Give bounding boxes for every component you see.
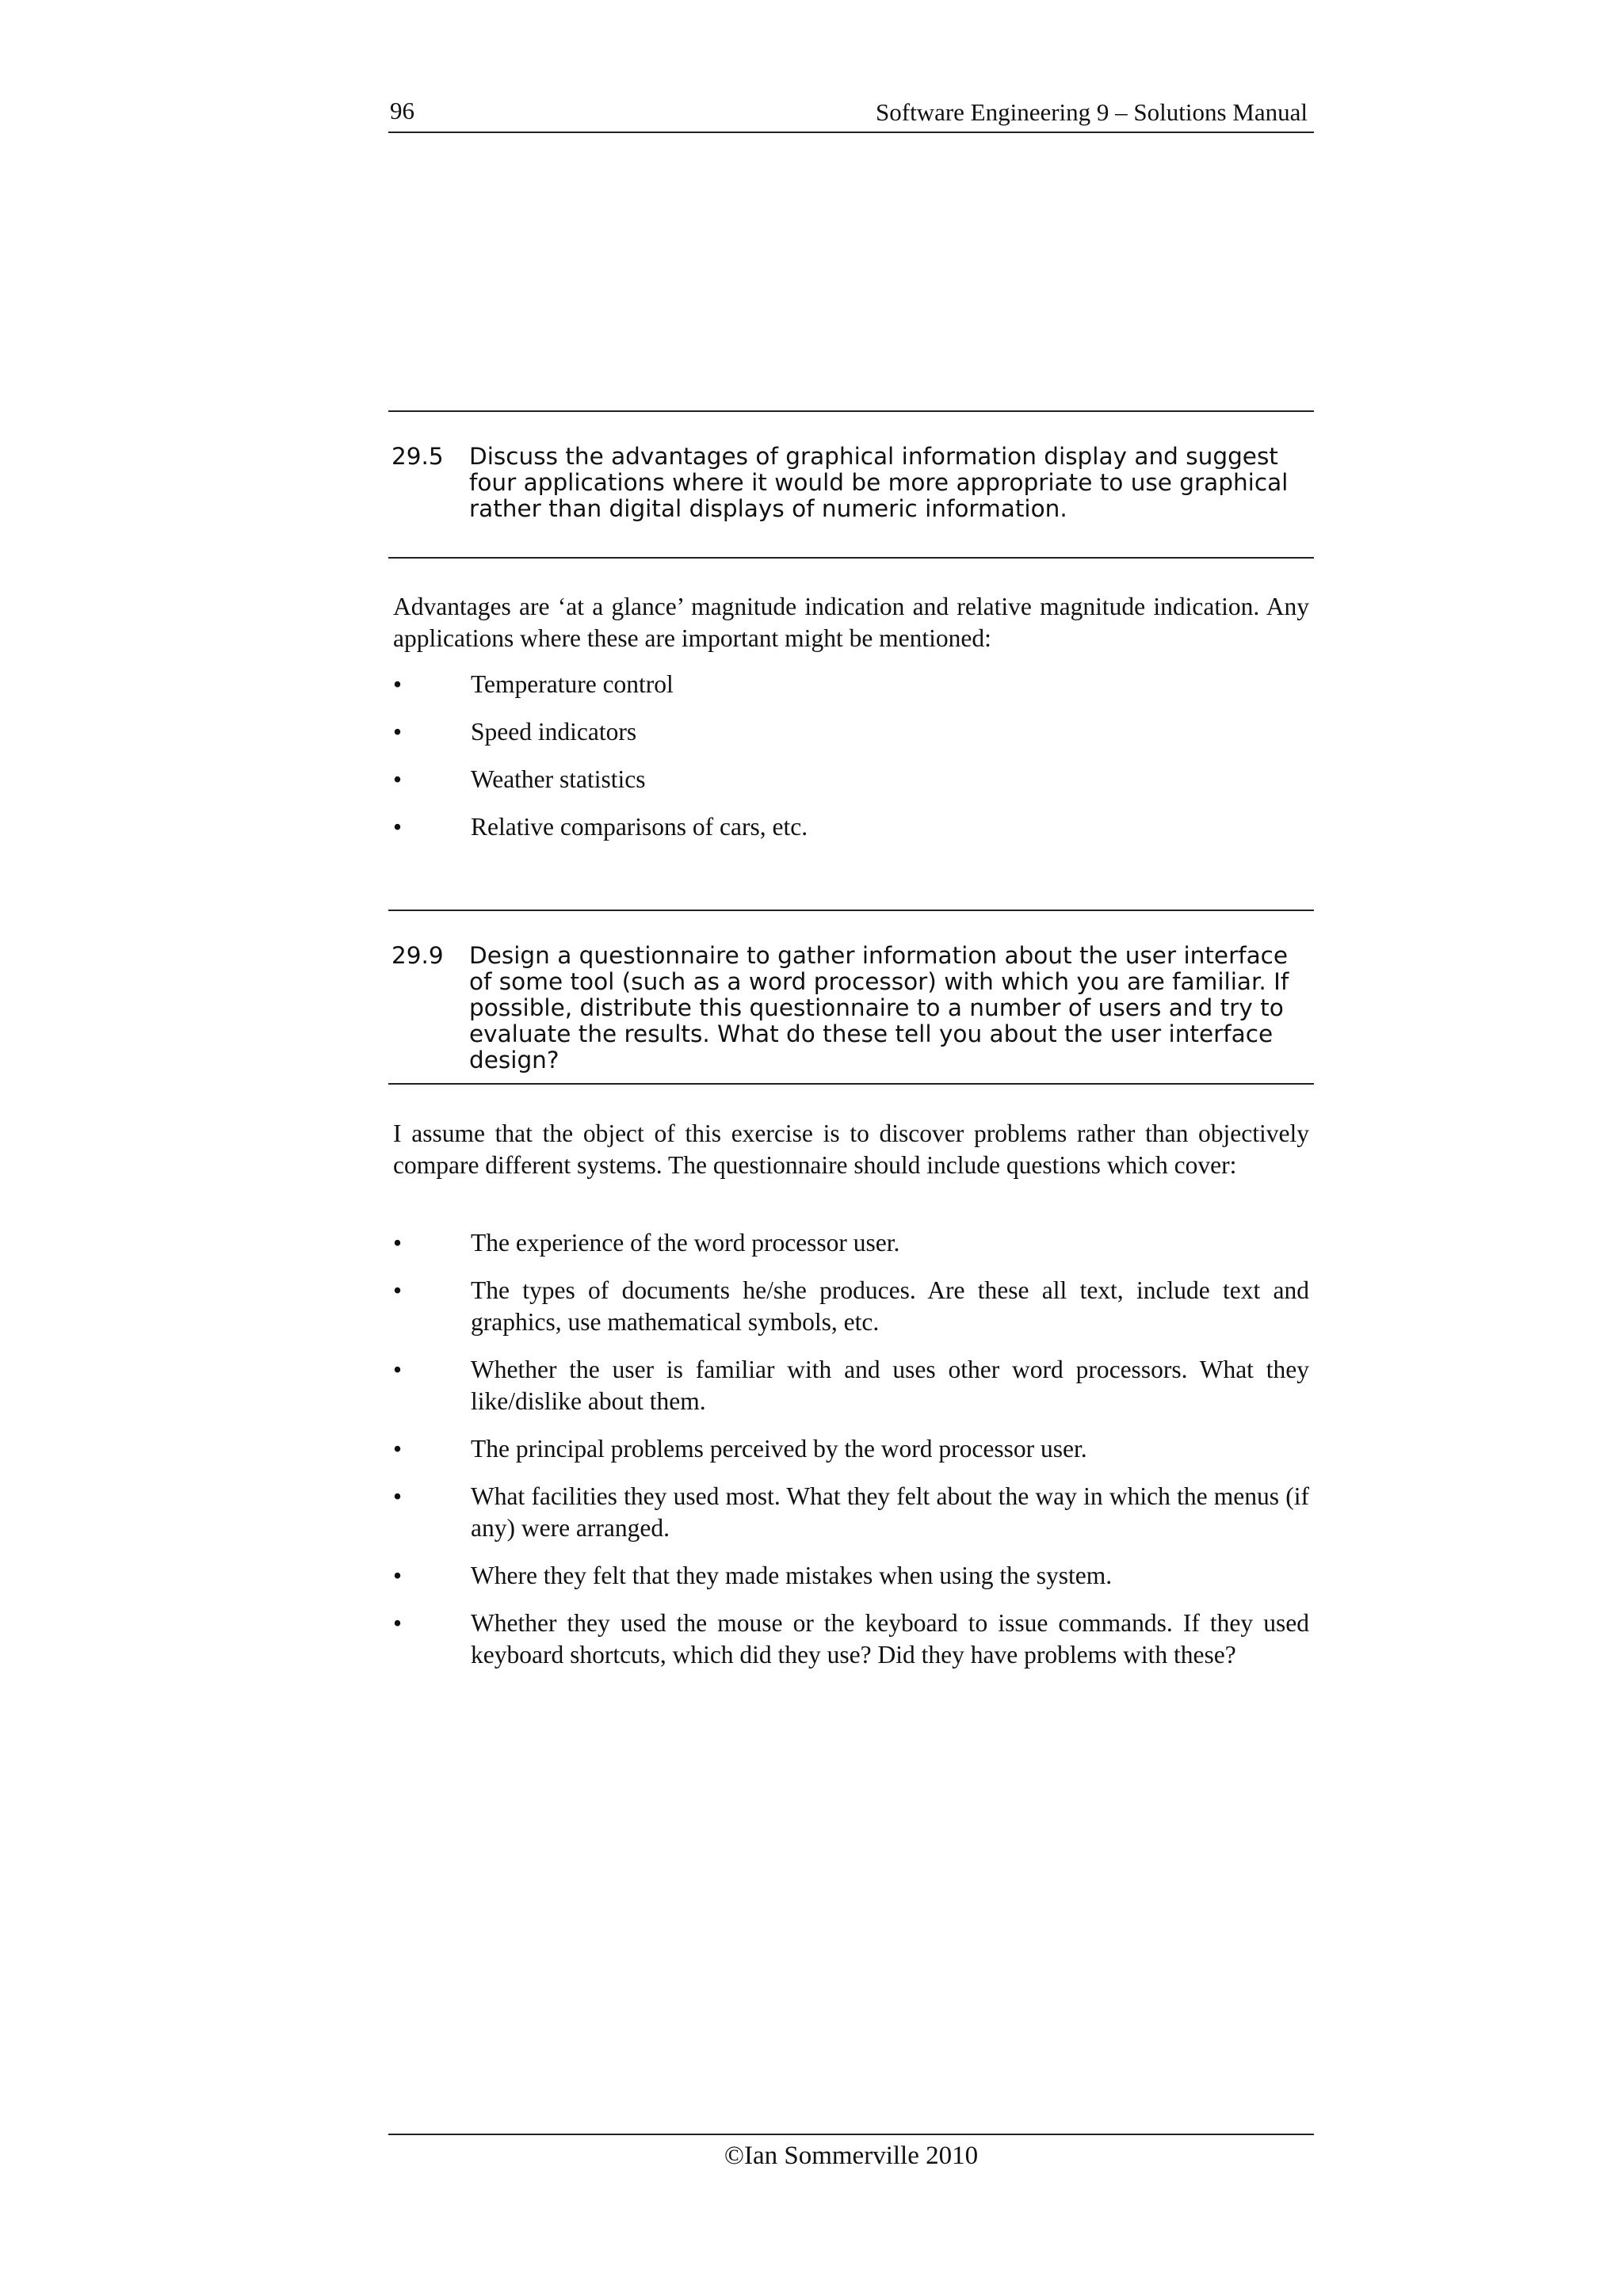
page-number: 96 [390, 97, 414, 124]
bullet-icon: • [393, 1276, 403, 1304]
answer-intro: I assume that the object of this exercise is to discover problems rather than objectively compare different systems. The questionnaire should include questions which cover: [393, 1119, 1309, 1179]
list-item [393, 1354, 1309, 1417]
bullet-icon: • [393, 1482, 403, 1510]
list-item-text: The principal problems perceived by the word processor user. [471, 1435, 1087, 1463]
list-item [393, 1433, 1309, 1465]
question-top-rule [388, 410, 1314, 412]
question-number: 29.9 [391, 942, 444, 969]
list-item-text: What facilities they used most. What they felt about the way in which the menus (if any) were arranged. [471, 1482, 1309, 1542]
bullet-icon: • [393, 765, 403, 793]
bullet-icon: • [393, 1356, 403, 1383]
question-top-rule [388, 910, 1314, 911]
list-item [393, 1481, 1309, 1544]
list-item [393, 1608, 1309, 1671]
list-item-text: Speed indicators [471, 718, 637, 746]
question-text: Discuss the advantages of graphical information display and suggest four applications where it would be more appropriate to use graphical rather than digital displays of numeric information. [469, 443, 1289, 522]
running-title: Software Engineering 9 – Solutions Manual [876, 98, 1308, 126]
answer-bullet-list [393, 1227, 1309, 1687]
list-item-text: Relative comparisons of cars, etc. [471, 813, 808, 841]
question-box-29-9 [391, 943, 1311, 1074]
list-item [393, 1560, 1309, 1592]
list-item-text: The experience of the word processor user. [471, 1229, 900, 1257]
question-bottom-rule [388, 1083, 1314, 1085]
list-item [393, 1227, 1309, 1259]
bullet-icon: • [393, 718, 403, 746]
question-bottom-rule [388, 557, 1314, 559]
question-text: Design a questionnaire to gather information about the user interface of some tool (such as a word processor) with which you are familiar. If possible, distribute this questionnaire to a number of users and try to evaluate the results. What do these tell you about the user interface design? [469, 942, 1289, 1074]
list-item [393, 669, 1309, 700]
list-item [393, 716, 1309, 748]
list-item-text: Weather statistics [471, 765, 646, 793]
list-item-text: The types of documents he/she produces. Are these all text, include text and graphics, use mathematical symbols, etc. [471, 1276, 1309, 1336]
list-item [393, 811, 1309, 843]
bullet-icon: • [393, 670, 403, 698]
bullet-icon: • [393, 1435, 403, 1463]
bullet-icon: • [393, 1562, 403, 1589]
list-item [393, 1275, 1309, 1338]
question-number: 29.5 [391, 443, 444, 470]
list-item-text: Whether they used the mouse or the keyboard to issue commands. If they used keyboard shortcuts, which did they use? Did they have problems with these? [471, 1609, 1309, 1669]
footer-rule [388, 2134, 1314, 2135]
header-rule [388, 132, 1314, 133]
list-item-text: Whether the user is familiar with and uses other word processors. What they like/dislike about them. [471, 1356, 1309, 1415]
question-box-29-5 [391, 444, 1311, 522]
footer-copyright: ©Ian Sommerville 2010 [724, 2142, 979, 2170]
bullet-icon: • [393, 813, 403, 841]
bullet-icon: • [393, 1229, 403, 1257]
list-item-text: Temperature control [471, 670, 674, 698]
list-item-text: Where they felt that they made mistakes when using the system. [471, 1562, 1113, 1589]
answer-bullet-list [393, 669, 1309, 859]
list-item [393, 764, 1309, 795]
bullet-icon: • [393, 1609, 403, 1637]
answer-intro: Advantages are ‘at a glance’ magnitude indication and relative magnitude indication. Any applications where these are important might be mentioned: [393, 593, 1309, 652]
